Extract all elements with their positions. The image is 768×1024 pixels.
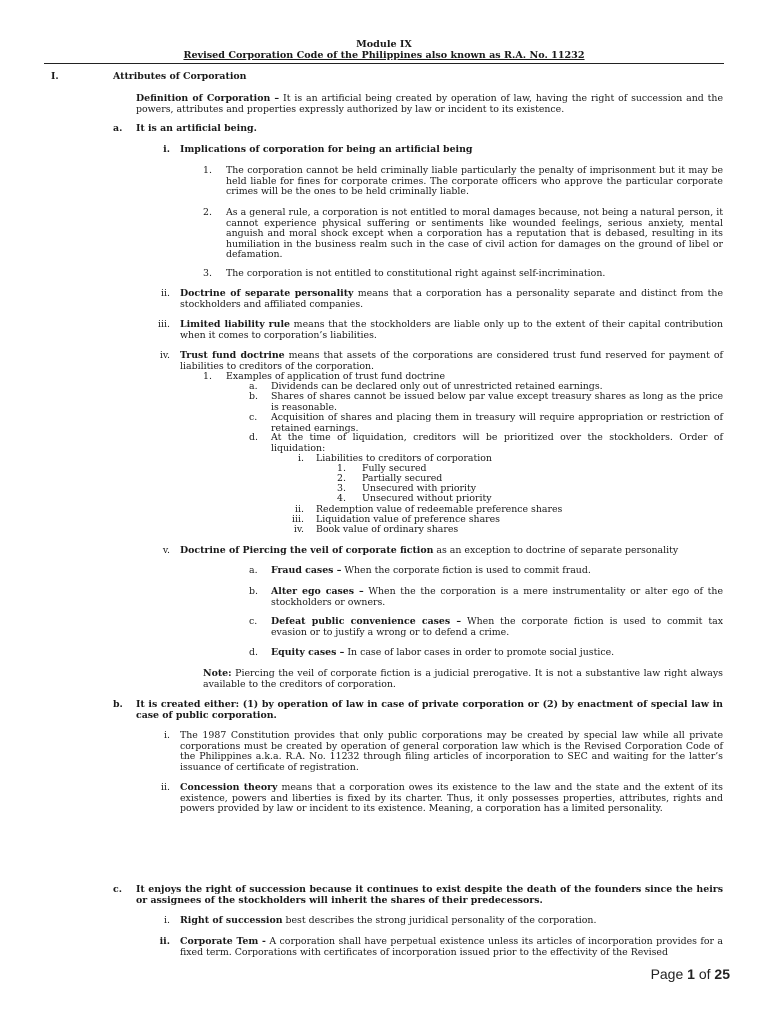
- case-letter: d.: [249, 647, 258, 658]
- case-text: When the corporate fiction is used to commit tax evasion or to justify a wrong or to defend a crime.: [271, 616, 724, 638]
- creditor-number: 4.: [337, 493, 346, 504]
- section-number: I.: [51, 71, 59, 82]
- c-ii-number: ii.: [159, 936, 170, 947]
- creditor-text: Unsecured without priority: [362, 493, 492, 504]
- liquidation-order-text: Redemption value of redeemable preference shares: [316, 504, 563, 515]
- case-letter: c.: [249, 616, 258, 627]
- implication-number: 3.: [203, 268, 212, 279]
- case-label: Fraud cases –: [271, 565, 342, 576]
- a-ii-text: means that a corporation has a personality separate and distinct from the stockholders and affiliated companies.: [180, 288, 723, 310]
- a-iii-label: Limited liability rule: [180, 319, 290, 330]
- c-i-text: best describes the strong juridical personality of the corporation.: [282, 915, 597, 926]
- liquidation-order-text: Liabilities to creditors of corporation: [316, 453, 492, 464]
- definition-paragraph: [136, 94, 723, 115]
- example-letter: a.: [249, 381, 258, 392]
- liquidation-order-number: iv.: [293, 524, 304, 535]
- a-ii-label: Doctrine of separate personality: [180, 288, 354, 299]
- example-letter: d.: [249, 432, 258, 443]
- case-label: Equity cases –: [271, 647, 345, 658]
- b-ii-text: means that a corporation owes its existence to the law and the state and the extent of its existence, powers and liberties is fixed by its charter. Thus, it only possesses properties, attributes, rights and powers provided by law or incident to its existence. Meaning, a corporation has a limited personality.: [180, 782, 723, 815]
- c-ii-text: A corporation shall have perpetual existence unless its articles of incorporation provides for a fixed term. Corporations with certificates of incorporation issued prior to the effectivity of the Revised: [180, 936, 723, 958]
- a-iv-paragraph: [180, 351, 723, 372]
- b-i-number: i.: [164, 730, 170, 741]
- case-label: Defeat public convenience cases –: [271, 616, 462, 627]
- liquidation-order-text: Book value of ordinary shares: [316, 524, 459, 535]
- module-heading: Module IX: [356, 39, 412, 50]
- implication-number: 2.: [203, 207, 212, 218]
- definition-text: It is an artificial being created by operation of law, having the right of succession and the powers, attributes and properties expressly authorized by law or incident to its existence.: [136, 93, 723, 115]
- liquidation-order-text: Liquidation value of preference shares: [316, 514, 500, 525]
- a-i-title: Implications of corporation for being an artificial being: [180, 144, 473, 155]
- case-text: When the corporate fiction is used to commit fraud.: [341, 565, 591, 576]
- a-v-text: as an exception to doctrine of separate personality: [433, 545, 679, 556]
- case-label: Alter ego cases –: [271, 586, 364, 597]
- creditor-number: 3.: [337, 483, 346, 494]
- c-i-number: i.: [164, 915, 170, 926]
- c-i-label: Right of succession: [180, 915, 283, 926]
- example-text: Dividends can be declared only out of unrestricted retained earnings.: [271, 381, 603, 392]
- example-letter: b.: [249, 391, 258, 402]
- item-c-number: c.: [113, 884, 122, 895]
- implication-text: The corporation is not entitled to constitutional right against self-incrimination.: [226, 268, 606, 279]
- page-prefix: Page: [650, 966, 688, 982]
- case-paragraph: [271, 648, 723, 659]
- creditor-number: 1.: [337, 463, 346, 474]
- implication-text: As a general rule, a corporation is not entitled to moral damages because, not being a natural person, it cannot experience physical suffering or sentiments like wounded feelings, serious anxiety, mental anguish and moral shock except when a corporation has a reputation that is debased, resulting in its humiliation in the business realm such in the case of civil action for damages on the ground of libel or defamation.: [226, 207, 723, 261]
- a-ii-number: ii.: [161, 288, 170, 299]
- header-divider: [44, 63, 724, 64]
- b-ii-paragraph: [180, 783, 723, 815]
- case-paragraph: [271, 566, 723, 577]
- trust-fund-sub-number: 1.: [203, 371, 212, 382]
- note-label: Note:: [203, 668, 232, 679]
- a-iv-label: Trust fund doctrine: [180, 350, 285, 361]
- note-text: Piercing the veil of corporate fiction is a judicial prerogative. It is not a substantive law right always available to the creditors of corporation.: [203, 668, 723, 690]
- liquidation-order-number: i.: [298, 453, 304, 464]
- a-v-label: Doctrine of Piercing the veil of corporate fiction: [180, 545, 434, 556]
- example-text: Shares of shares cannot be issued below par value except treasury shares as long as the price is reasonable.: [271, 391, 723, 413]
- c-i-paragraph: [180, 916, 723, 927]
- definition-label: Definition of Corporation –: [136, 93, 280, 104]
- creditor-text: Partially secured: [362, 473, 443, 484]
- page-separator: of: [694, 966, 715, 982]
- b-ii-label: Concession theory: [180, 782, 278, 793]
- note-paragraph: [203, 669, 723, 690]
- a-iii-paragraph: [180, 320, 723, 341]
- section-title: Attributes of Corporation: [113, 71, 247, 82]
- page-number: [620, 966, 730, 982]
- c-ii-paragraph: [180, 937, 723, 958]
- a-iv-number: iv.: [159, 350, 170, 361]
- item-a-title: It is an artificial being.: [136, 123, 257, 134]
- creditor-number: 2.: [337, 473, 346, 484]
- implication-number: 1.: [203, 165, 212, 176]
- a-iii-text: means that the stockholders are liable only up to the extent of their capital contribution when it comes to corporation’s liabilities.: [180, 319, 723, 341]
- a-v-paragraph: [180, 546, 723, 557]
- document-title: Revised Corporation Code of the Philippines also known as R.A. No. 11232: [183, 50, 585, 61]
- a-v-number: v.: [162, 545, 170, 556]
- example-text: Acquisition of shares and placing them in treasury will require appropriation or restriction of retained earnings.: [271, 412, 723, 434]
- a-iii-number: iii.: [158, 319, 170, 330]
- case-letter: b.: [249, 586, 258, 597]
- item-b-number: b.: [113, 699, 123, 710]
- case-letter: a.: [249, 565, 258, 576]
- trust-fund-sub-title: Examples of application of trust fund doctrine: [226, 371, 446, 382]
- current-page: 1: [687, 966, 695, 982]
- case-paragraph: [271, 587, 723, 608]
- b-i-text: The 1987 Constitution provides that only public corporations may be created by special law while all private corporations must be created by operation of general corporation law which is the Revised Corporation Code of the Philippines a.k.a. R.A. No. 11232 through filing articles of incorporation to SEC and waiting for the latter’s issuance of certificate of registration.: [180, 730, 723, 773]
- c-ii-label: Corporate Tem -: [180, 936, 266, 947]
- implication-text: The corporation cannot be held criminally liable particularly the penalty of imprisonment but it may be held liable for fines for corporate crimes. The corporate officers who approve the particular corporate crimes will be the ones to be held criminally liable.: [226, 165, 723, 198]
- a-iv-text: means that assets of the corporations are considered trust fund reserved for payment of liabilities to creditors of the corporation.: [180, 350, 723, 372]
- item-c-title: It enjoys the right of succession because it continues to exist despite the death of the founders since the heirs or assignees of the stockholders will inherit the shares of their predecessors.: [136, 884, 723, 906]
- creditor-text: Unsecured with priority: [362, 483, 477, 494]
- total-pages: 25: [714, 966, 730, 982]
- creditor-text: Fully secured: [362, 463, 427, 474]
- item-b-title: It is created either: (1) by operation of law in case of private corporation or (2) by enactment of special law in case of public corporation.: [136, 699, 723, 721]
- case-text: When the the corporation is a mere instrumentality or alter ego of the stockholders or owners.: [271, 586, 723, 608]
- a-ii-paragraph: [180, 289, 723, 310]
- liquidation-order-number: ii.: [295, 504, 304, 515]
- item-a-number: a.: [113, 123, 123, 134]
- liquidation-order-number: iii.: [292, 514, 304, 525]
- case-paragraph: [271, 617, 723, 638]
- a-i-number: i.: [163, 144, 170, 155]
- b-ii-number: ii.: [161, 782, 170, 793]
- example-letter: c.: [249, 412, 258, 423]
- case-text: In case of labor cases in order to promote social justice.: [344, 647, 615, 658]
- example-text: At the time of liquidation, creditors will be prioritized over the stockholders. Order of liquidation:: [271, 432, 723, 454]
